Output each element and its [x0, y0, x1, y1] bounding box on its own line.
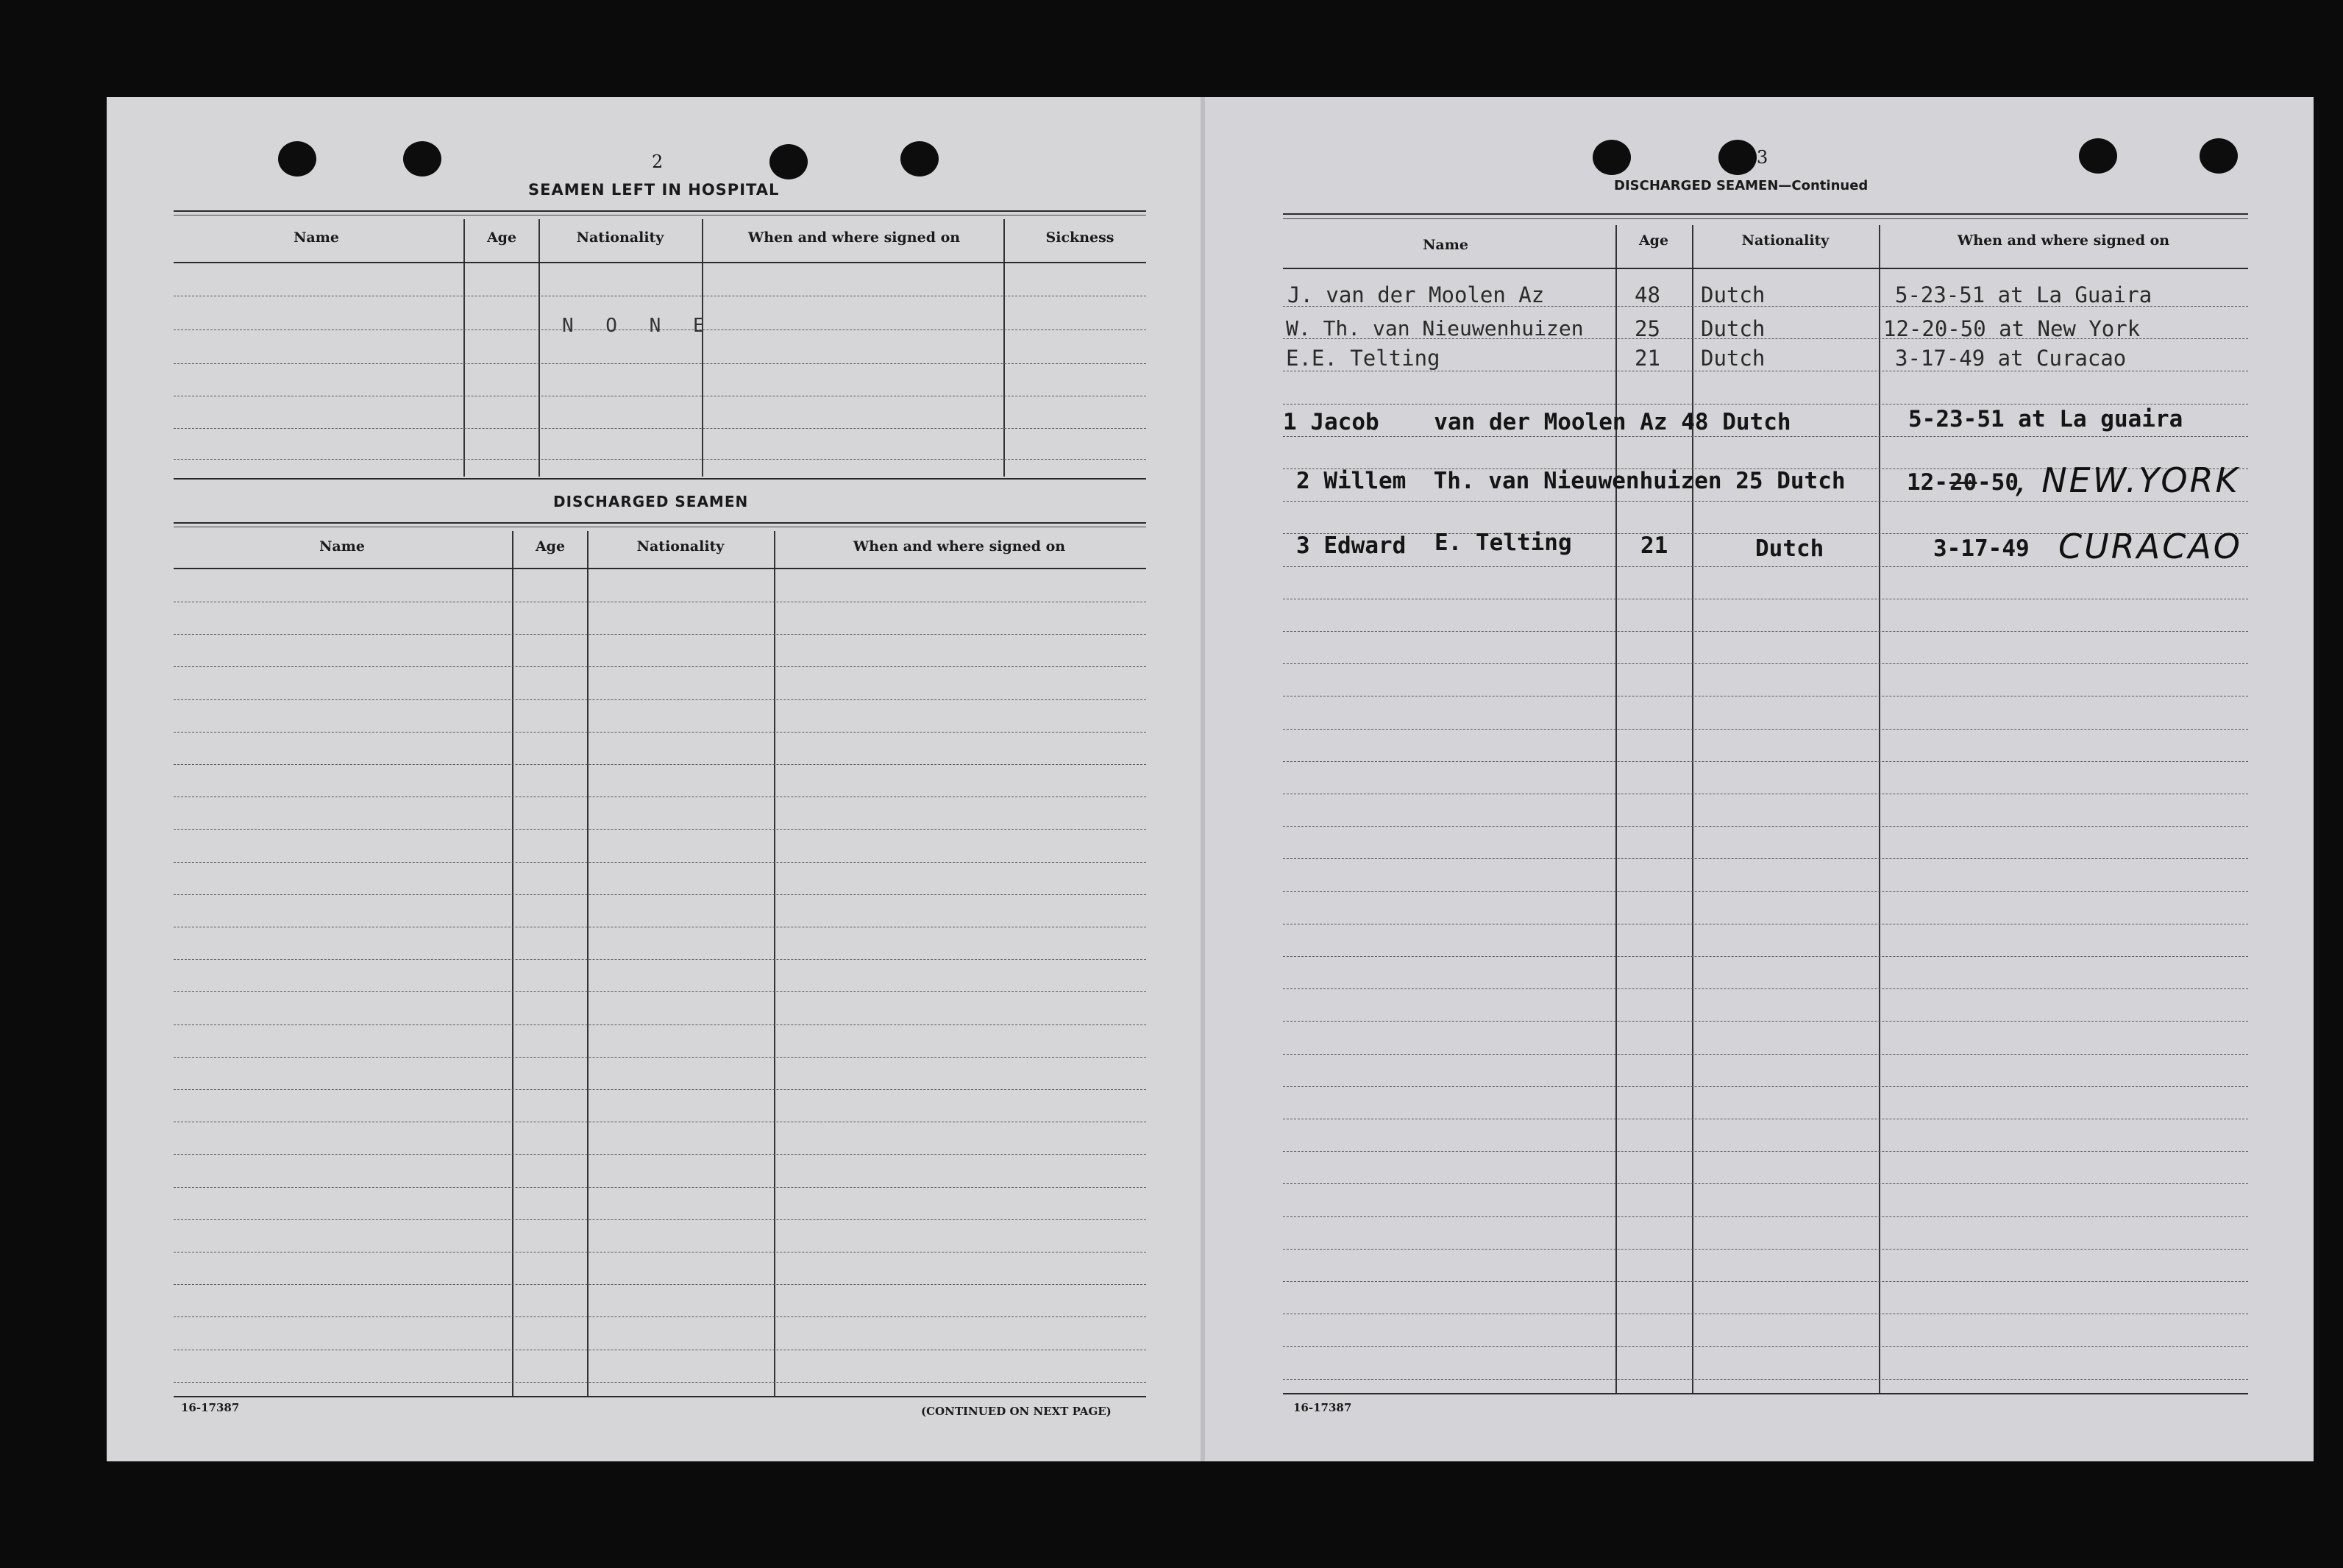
entry-line-1: 1 Jacob van der Moolen Az 48 Dutch — [1283, 409, 1791, 435]
hospital-col-name: Name — [294, 229, 339, 246]
binder-hole — [1593, 140, 1631, 175]
typed-signed-1: 5-23-51 at La Guaira — [1895, 282, 2152, 307]
ruled-line — [174, 829, 1146, 830]
hospital-divider — [538, 219, 540, 477]
binder-hole — [769, 144, 808, 179]
typed-name-1: J. van der Moolen Az — [1287, 282, 1545, 307]
right-bottom-rule — [1283, 1393, 2248, 1394]
right-section-title: DISCHARGED SEAMEN—Continued — [1614, 178, 1869, 193]
ruled-line — [1283, 1249, 2248, 1250]
entry-line-2: 2 Willem Th. van Nieuwenhuizen 25 Dutch — [1296, 468, 1846, 494]
hospital-divider — [1003, 219, 1005, 477]
hospital-row-rule — [174, 363, 1146, 364]
discharged-col-nationality: Nationality — [636, 538, 725, 555]
ruled-line — [1283, 729, 2248, 730]
hospital-row-rule — [174, 459, 1146, 460]
handwritten-place-2: , NEW.YORK — [2016, 460, 2240, 500]
right-col-name: Name — [1423, 237, 1468, 253]
left-page — [107, 97, 1203, 1461]
ruled-line — [174, 991, 1146, 992]
ruled-line — [174, 732, 1146, 733]
right-col-signed-on: When and where signed on — [1957, 232, 2170, 249]
ruled-line — [1283, 1151, 2248, 1152]
discharged-header-rule — [174, 568, 1146, 569]
right-header-rule — [1283, 268, 2248, 269]
discharged-top-rule — [174, 522, 1146, 524]
binder-hole — [2200, 138, 2238, 174]
right-col-nationality: Nationality — [1741, 232, 1830, 249]
binder-hole — [1718, 140, 1757, 175]
binder-hole — [278, 141, 316, 177]
ruled-line — [1283, 858, 2248, 859]
ruled-line — [1283, 1281, 2248, 1282]
typed-nationality-2: Dutch — [1701, 316, 1766, 341]
entry-first-3: 3 Edward — [1296, 532, 1407, 559]
right-divider — [1615, 225, 1617, 1393]
right-divider — [1879, 225, 1880, 1393]
discharged-divider — [774, 531, 775, 1397]
discharged-col-name: Name — [319, 538, 365, 555]
hospital-divider — [702, 219, 703, 477]
entry-struck-date-2: 20 — [1949, 469, 1977, 496]
hospital-col-signed-on: When and where signed on — [747, 229, 961, 246]
ruled-line — [1283, 826, 2248, 827]
binder-hole — [2079, 138, 2117, 174]
hospital-col-age: Age — [486, 229, 517, 246]
ruled-line — [174, 666, 1146, 667]
page-fold — [1201, 97, 1205, 1461]
ruled-line — [174, 764, 1146, 765]
ruled-line — [1283, 1379, 2248, 1380]
ruled-line — [1283, 956, 2248, 957]
entry-signed-1: 5-23-51 at La guaira — [1908, 406, 2183, 432]
ruled-line — [174, 1316, 1146, 1317]
entry-nationality-3: Dutch — [1755, 535, 1824, 562]
page-number-left: 2 — [652, 152, 664, 172]
ruled-line — [1283, 663, 2248, 664]
ruled-line — [1283, 761, 2248, 762]
page-number-right: 3 — [1757, 147, 1768, 168]
entry-rest-3: E. Telting — [1434, 530, 1572, 556]
ruled-line — [174, 959, 1146, 960]
typed-age-2: 25 — [1635, 316, 1660, 341]
entry-signed-prefix-2: 12- — [1907, 469, 1948, 496]
right-top-rule — [1283, 213, 2248, 215]
typed-name-2: W. Th. van Nieuwenhuizen — [1286, 316, 1584, 341]
typed-age-1: 48 — [1635, 282, 1660, 307]
ruled-line — [174, 862, 1146, 863]
ruled-line — [1283, 1346, 2248, 1347]
hospital-header-rule — [174, 262, 1146, 263]
ruled-line — [174, 1057, 1146, 1058]
hospital-row-rule — [174, 428, 1146, 429]
discharged-divider — [512, 531, 513, 1397]
hospital-none-entry: N O N E — [562, 315, 715, 337]
discharged-col-age: Age — [535, 538, 566, 555]
hospital-divider — [463, 219, 465, 477]
ruled-line — [174, 1219, 1146, 1220]
entry-age-3: 21 — [1640, 532, 1668, 559]
ruled-line — [174, 894, 1146, 895]
hospital-section-title: SEAMEN LEFT IN HOSPITAL — [528, 181, 780, 199]
ruled-line — [1283, 436, 2248, 437]
ruled-line — [1283, 501, 2248, 502]
discharged-col-signed-on: When and where signed on — [853, 538, 1066, 555]
hospital-bottom-rule — [174, 478, 1146, 480]
ruled-line — [1283, 1216, 2248, 1217]
entry-signed-suffix-2: -50 — [1977, 469, 2019, 496]
ruled-line — [174, 1187, 1146, 1188]
discharged-section-title: DISCHARGED SEAMEN — [553, 493, 749, 510]
right-divider — [1692, 225, 1693, 1393]
ruled-line — [1283, 1021, 2248, 1022]
ruled-line — [174, 634, 1146, 635]
binder-hole — [403, 141, 441, 177]
hospital-top-rule — [174, 210, 1146, 212]
binder-hole — [900, 141, 939, 177]
typed-age-3: 21 — [1635, 346, 1660, 371]
discharged-bottom-rule — [174, 1396, 1146, 1397]
typed-signed-2: 12-20-50 at New York — [1883, 316, 2141, 341]
hospital-col-nationality: Nationality — [576, 229, 664, 246]
continued-note: (CONTINUED ON NEXT PAGE) — [921, 1405, 1112, 1418]
ruled-line — [174, 1382, 1146, 1383]
right-col-age: Age — [1638, 232, 1669, 249]
ruled-line — [1283, 1054, 2248, 1055]
typed-name-3: E.E. Telting — [1286, 346, 1440, 371]
ruled-line — [174, 1089, 1146, 1090]
entry-date-3: 3-17-49 — [1933, 535, 2030, 562]
typed-nationality-3: Dutch — [1701, 346, 1766, 371]
ruled-line — [174, 1154, 1146, 1155]
form-number-right: 16-17387 — [1293, 1401, 1352, 1414]
ruled-line — [1283, 566, 2248, 567]
typed-signed-3: 3-17-49 at Curacao — [1895, 346, 2127, 371]
typed-nationality-1: Dutch — [1701, 282, 1766, 307]
ruled-line — [174, 699, 1146, 700]
ruled-line — [174, 1024, 1146, 1025]
discharged-divider — [587, 531, 589, 1397]
right-top-rule-2 — [1283, 218, 2248, 219]
ruled-line — [1283, 988, 2248, 989]
ruled-line — [1283, 891, 2248, 892]
hospital-col-sickness: Sickness — [1045, 229, 1114, 246]
form-number-left: 16-17387 — [181, 1401, 240, 1414]
ruled-line — [174, 1284, 1146, 1285]
ruled-line — [1283, 631, 2248, 632]
handwritten-place-3: CURACAO — [2058, 527, 2243, 566]
ruled-line — [1283, 1086, 2248, 1087]
ruled-line — [1283, 404, 2248, 405]
ruled-line — [1283, 1183, 2248, 1184]
